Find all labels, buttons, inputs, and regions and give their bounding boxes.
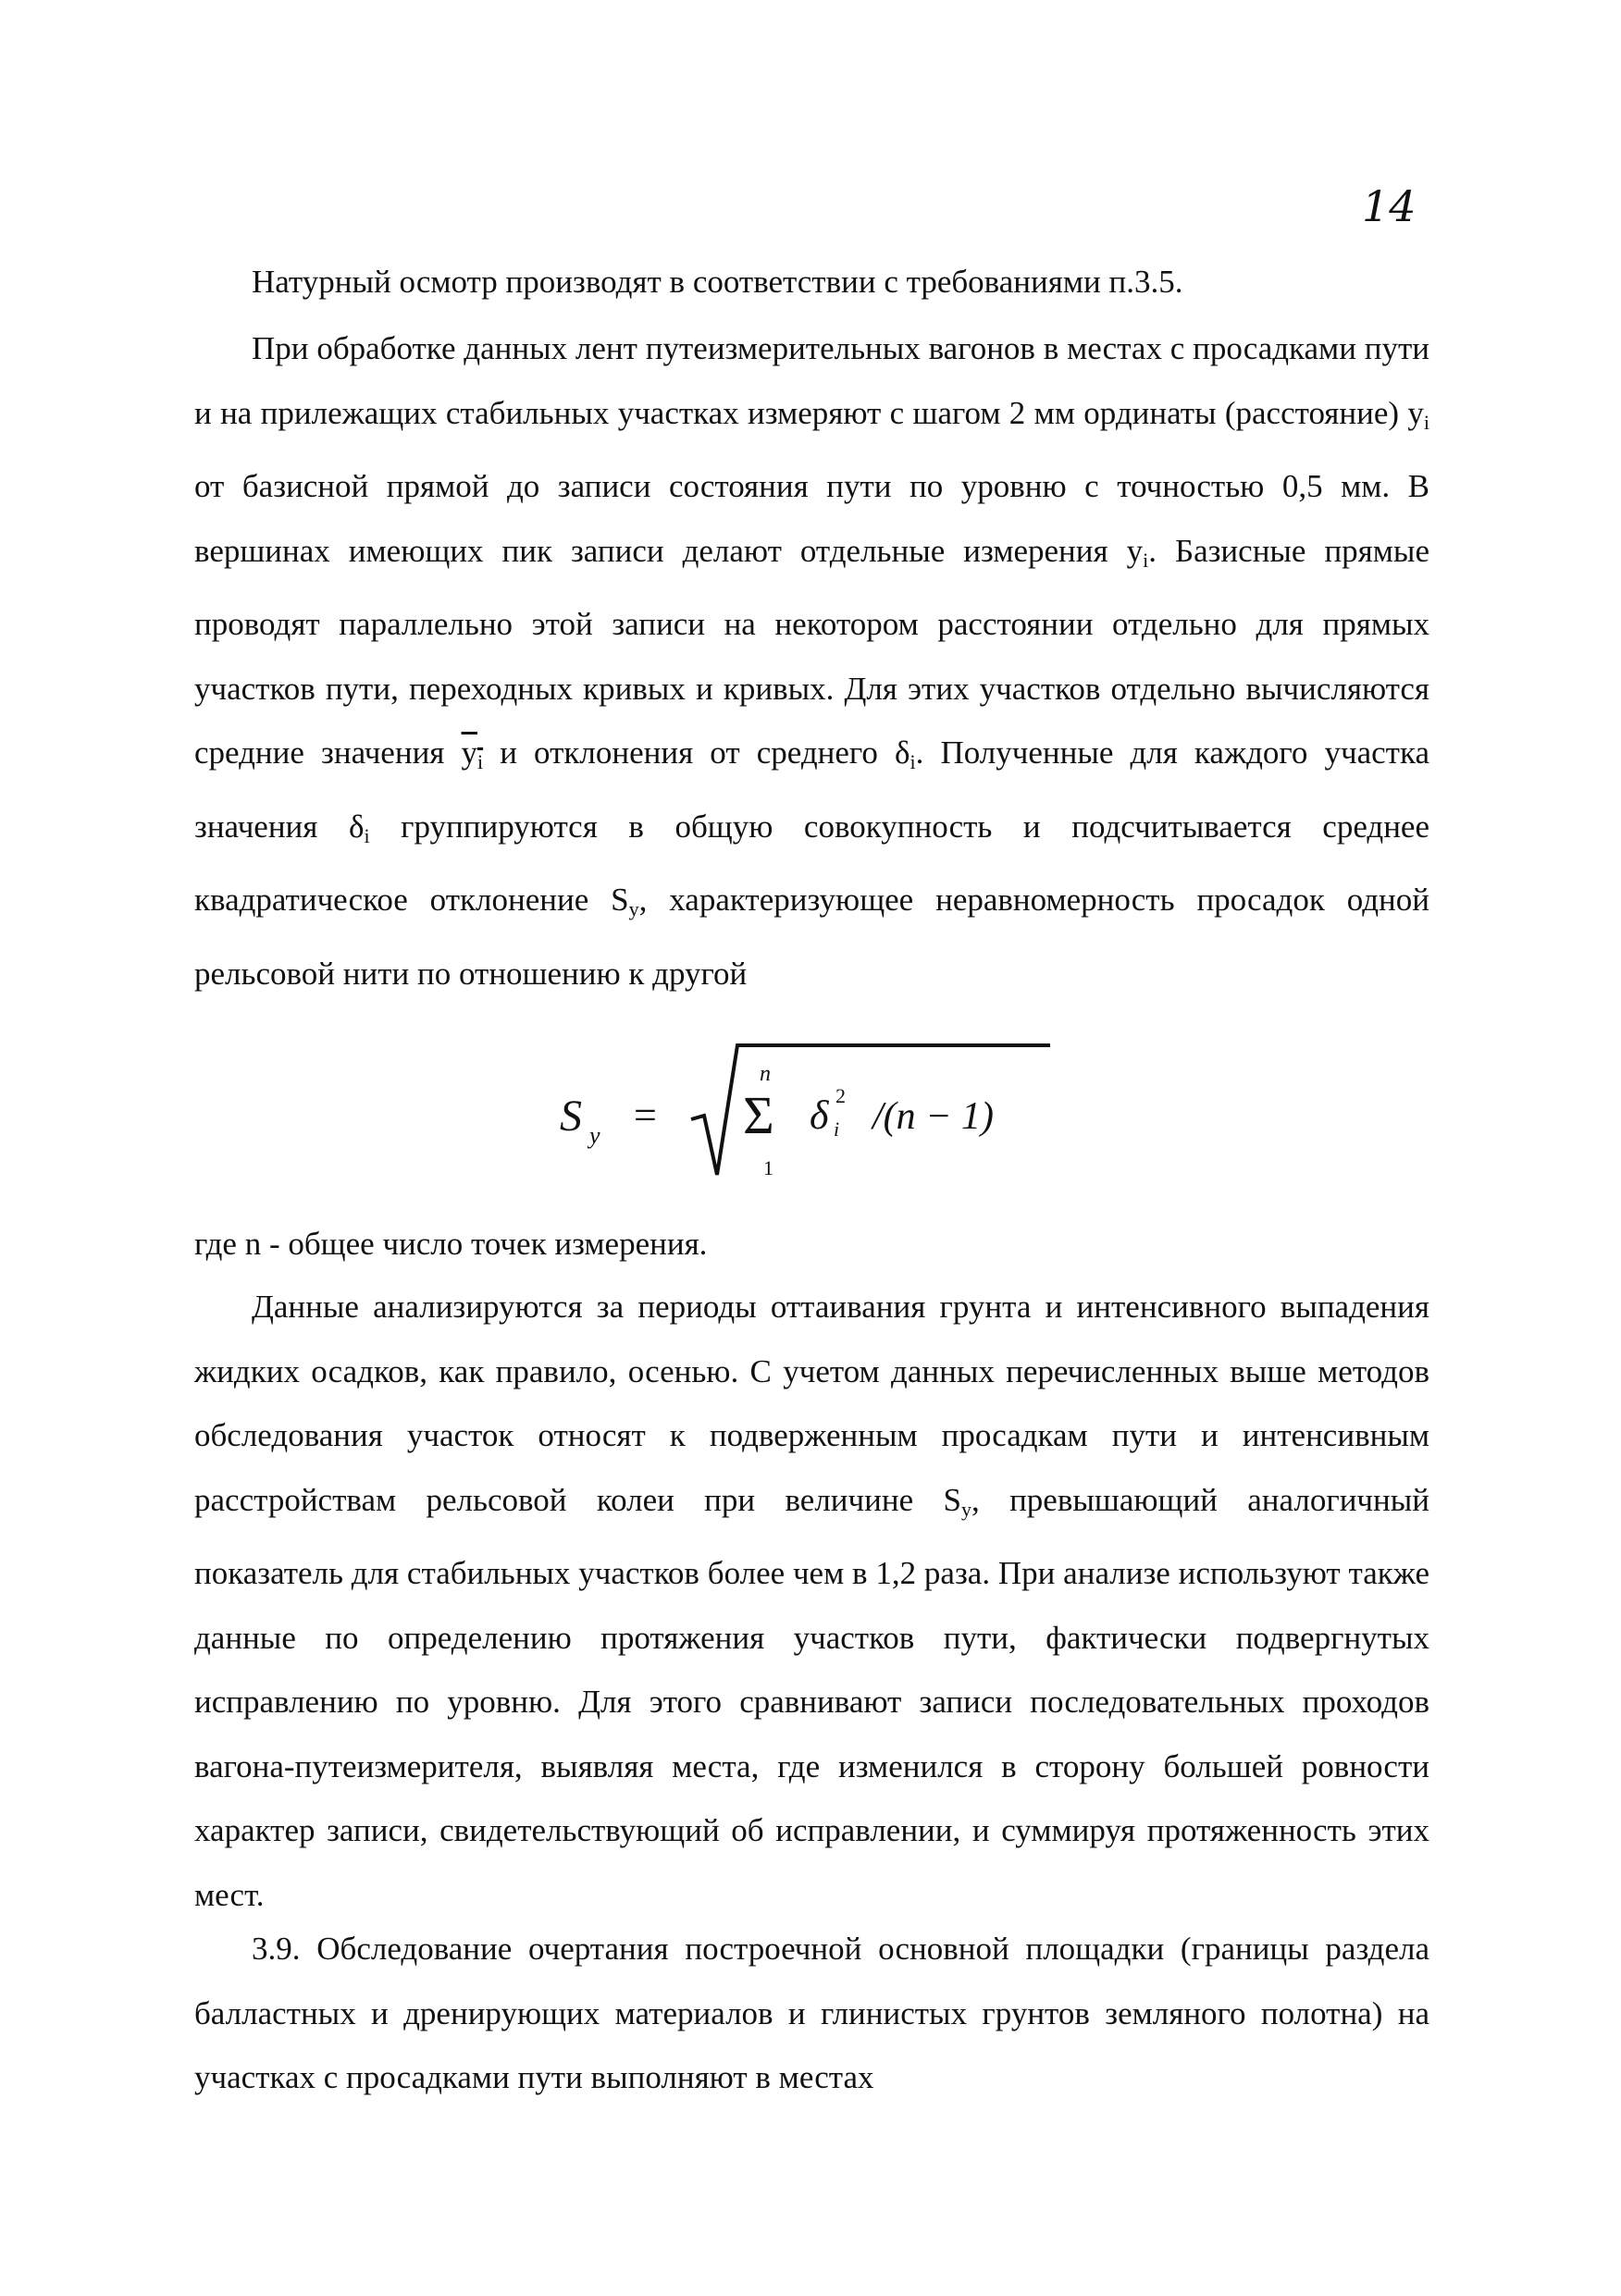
paragraph-inspection: Натурный осмотр производят в соответствии с требованиями п.3.5. <box>252 264 1183 300</box>
sum-lower-limit: 1 <box>763 1156 773 1179</box>
paragraph-analysis: Данные анализируются за периоды оттаивания грунта и интенсивного выпадения жидких осадков, как правило, осенью. С учетом данных перечисленных выше методов обследования участок относят к подверженным просадкам пути и интенсивным расстройствам рельсовой колеи при величине $S_y$, превышающий аналогичный показатель для стабильных участков более чем в 1,2 раза. При анализе используют также данные по определению протяжения участков пути, фактически подвергнутых исправлению по уровню. Для этого сравнивают записи последовательных проходов вагона-путеизмерителя, выявляя места, где изменился в сторону большей ровности характер записи, свидетельствующий об исправлении, и суммируя протяженность этих мест. <box>194 1289 1430 1913</box>
formula-delta-sup: 2 <box>835 1084 846 1107</box>
sum-sigma: Σ <box>743 1085 774 1145</box>
symbol-s-y: $S_y$ <box>611 882 639 920</box>
paragraph-where-n: где n - общее число точек измерения. <box>194 1226 708 1262</box>
symbol-delta-i: $\delta_i$ <box>348 808 370 847</box>
formula-delta: δ <box>810 1092 829 1138</box>
paragraph-processing: При обработке данных лент путеизмерительных вагонов в местах с просадками пути и на прилежащих стабильных участках измеряют с шагом 2 мм ординаты (расстояние) $y_i$ от базисной прямой до записи состояния пути по уровню с точностью 0,5 мм. В вершинах имеющих пик записи делают отдельные измерения $y_i$. Базисные прямые проводят параллельно этой записи на некотором расстоянии отдельно для прямых участков пути, переходных кривых и кривых. Для этих участков отдельно вычисляются средние значения $y_i$ и отклонения от среднего $\delta_i$. Полученные для каждого участка значения $\delta_i$ группируются в общую совокупность и подсчитывается среднее квадратическое отклонение $S_y$, характеризующее неравномерность просадок одной рельсовой нити по отношению к другой <box>194 330 1429 992</box>
sum-upper-limit: n <box>760 1062 771 1086</box>
symbol-y-i: $y_i$ <box>1126 532 1149 572</box>
symbol-s-y: $S_y$ <box>943 1481 971 1521</box>
symbol-y-mean: $y_i$ <box>461 734 484 773</box>
paragraph-section-3-9: 3.9. Обследование очертания построечной основной площадки (границы раздела балластных и дренирующих материалов и глинистых грунтов земляного полотна) на участках с просадками пути выполняют в местах <box>194 1931 1429 2095</box>
formula-std-deviation <box>532 1027 1087 1193</box>
symbol-y-i: $y_i$ <box>1407 394 1429 434</box>
formula-lhs-sub: y <box>589 1122 600 1149</box>
formula-tail: /(n − 1) <box>872 1095 994 1138</box>
formula-delta-sub: i <box>834 1117 840 1141</box>
formula-equals: = <box>634 1092 657 1138</box>
formula-lhs-s: S <box>560 1092 582 1141</box>
symbol-delta-i: $\delta_i$ <box>894 734 916 773</box>
page-number: 14 <box>1362 181 1417 231</box>
